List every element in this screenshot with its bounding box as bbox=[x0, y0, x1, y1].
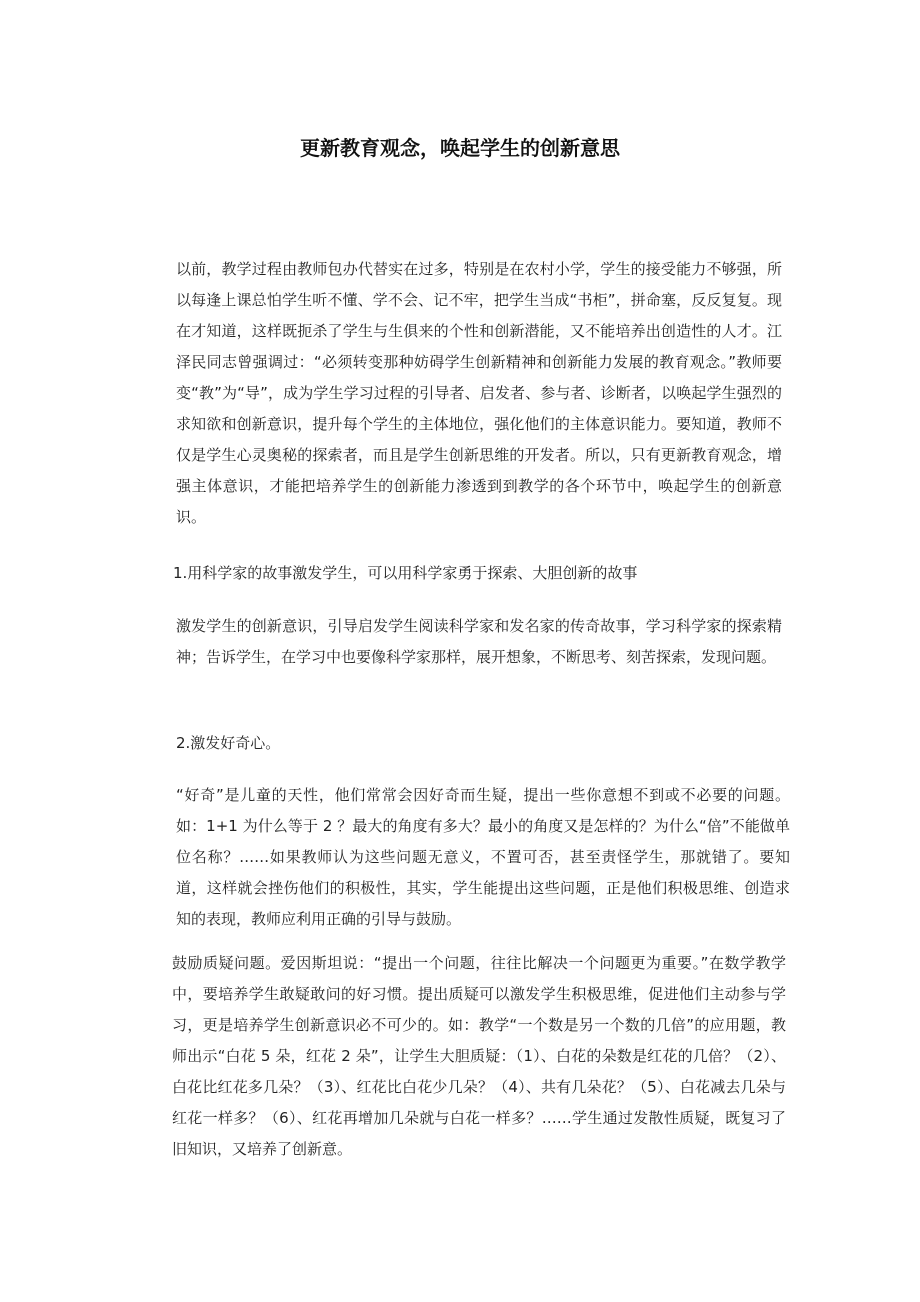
document-title: 更新教育观念，唤起学生的创新意思 bbox=[300, 136, 620, 160]
paragraph-encourage-questions: 鼓励质疑问题。爱因斯坦说：“提出一个问题，往往比解决一个问题更为重要。”在数学教学中，要培养学生敢疑敢问的好习惯。提出质疑可以激发学生积极思维，促进他们主动参与学习，更是培养学生创新意识必不可少的。如：教学“一个数是另一个数的几倍”的应用题，教师出示“白花 5 朵，红花 2 朵”，让学生大胆质疑：（1）、白花的朵数是红花的几倍？（2）、白花比红花多几朵？（3）、红花比白花少几朵？（4）、共有几朵花？（5）、白花减去几朵与红花一样多？（6）、红花再增加几朵就与白花一样多？……学生通过发散性质疑，既复习了旧知识，又培养了创新意。 bbox=[172, 954, 786, 1158]
paragraph-scientist-stories: 激发学生的创新意识，引导启发学生阅读科学家和发名家的传奇故事，学习科学家的探索精神；告诉学生，在学习中也要像科学家那样，展开想象，不断思考、刻苦探索，发现问题。 bbox=[176, 617, 782, 666]
section-heading-1: 1.用科学家的故事激发学生，可以用科学家勇于探索、大胆创新的故事 bbox=[173, 564, 638, 582]
paragraph-curiosity: “好奇”是儿童的天性，他们常常会因好奇而生疑，提出一些你意想不到或不必要的问题。如：1+1 为什么等于 2 ？最大的角度有多大？最小的角度又是怎样的？为什么“倍”不能做单位名称？……如果教师认为这些问题无意义，不置可否，甚至责怪学生，那就错了。要知道，这样就会挫伤他们的积极性，其实，学生能提出这些问题，正是他们积极思维、创造求知的表现，教师应利用正确的引导与鼓励。 bbox=[176, 786, 790, 928]
section-heading-2: 2.激发好奇心。 bbox=[176, 734, 281, 752]
paragraph-intro: 以前，教学过程由教师包办代替实在过多，特别是在农村小学，学生的接受能力不够强，所以每逢上课总怕学生听不懂、学不会、记不牢，把学生当成“书柜”，拼命塞，反反复复。现在才知道，这样既扼杀了学生与生俱来的个性和创新潜能，又不能培养出创造性的人才。江泽民同志曾强调过：“必须转变那种妨碍学生创新精神和创新能力发展的教育观念。”教师要变“教”为“导”，成为学生学习过程的引导者、启发者、参与者、诊断者，以唤起学生强烈的求知欲和创新意识，提升每个学生的主体地位，强化他们的主体意识能力。要知道，教师不仅是学生心灵奥秘的探索者，而且是学生创新思维的开发者。所以，只有更新教育观念，增强主体意识，才能把培养学生的创新能力渗透到到教学的各个环节中，唤起学生的创新意识。 bbox=[176, 260, 782, 526]
